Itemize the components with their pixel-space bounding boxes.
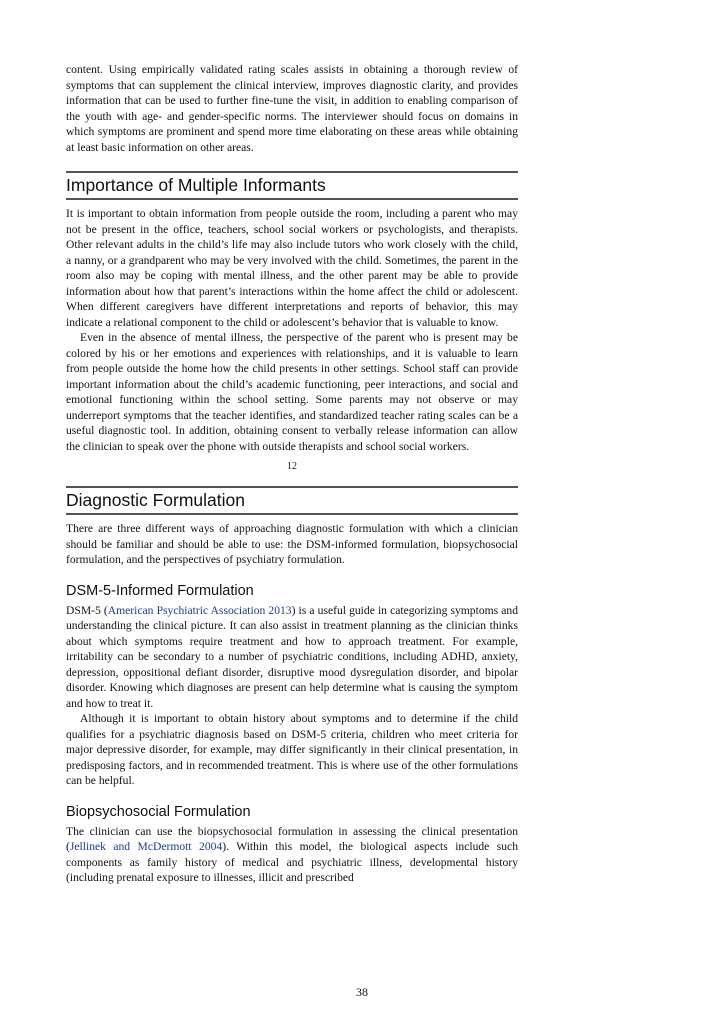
heading-multiple-informants: Importance of Multiple Informants: [66, 171, 518, 200]
citation-link-jellinek-2004[interactable]: Jellinek and McDermott 2004: [69, 840, 223, 853]
footer-page-number: 38: [356, 985, 368, 999]
dsm-text-start: DSM-5 (: [66, 603, 108, 617]
heading-diagnostic-formulation: Diagnostic Formulation: [66, 486, 518, 515]
informants-paragraph-2: Even in the absence of mental illness, the perspective of the parent who is present may be colored by his or her emotions and experiences with relationships, and it is valuable to learn from people outside the home how the child presents in other settings. School staff can provide important information about the child’s academic functioning, peer interactions, and social and emotional functioning within the school setting. Some parents may not observe or may underreport symptoms that the teacher identifies, and standardized teacher rating scales can be a useful diagnostic tool. In addition, obtaining consent to verbally release information can allow the clinician to speak over the phone with outside therapists and school social workers.: [66, 331, 518, 453]
bio-text-rest: ). Within this model, the biological aspects include such components as family history of medical and psychiatric illness, developmental history (including prenatal exposure to illnesses, illicit and prescribed: [66, 840, 518, 884]
dsm-text-rest: ) is a useful guide in categorizing symptoms and understanding the clinical picture. It can also assist in treatment planning as the clinician thinks about which symptoms require treatment and how to approach treatment. For example, irritability can be secondary to a number of psychiatric conditions, including ADHD, anxiety, depression, oppositional defiant disorder, disruptive mood dysregulation disorder, and bipolar disorder. Knowing which diagnoses are present can help determine what is causing the symptom and how to treat it.: [66, 603, 518, 710]
heading-biopsychosocial-formulation: Biopsychosocial Formulation: [66, 803, 251, 820]
formulation-paragraph: There are three different ways of approaching diagnostic formulation with which a clinician should be familiar and should be able to use: the DSM-informed formulation, biopsychosocial formulation, and the perspectives of psychiatry formulation.: [66, 522, 518, 566]
inline-page-number: 12: [287, 461, 297, 472]
intro-paragraph: content. Using empirically validated rating scales assists in obtaining a thorough review of symptoms that can supplement the clinical interview, improves diagnostic clarity, and provides information that can be used to further fine-tune the visit, in addition to enabling comparison of the youth with age- and gender-specific norms. The interviewer should focus on domains in which symptoms are prominent and spend more time elaborating on these areas while obtaining at least basic information on other areas.: [66, 63, 518, 154]
dsm-paragraph-1: [66, 603, 518, 712]
informants-paragraph-1: It is important to obtain information from people outside the room, including a parent who may not be present in the office, teachers, school social workers or psychologists, and therapists. Other relevant adults in the child’s life may also include tutors who work closely with the child, a nanny, or a grandparent who may be very involved with the child. Sometimes, the parent in the room also may be coping with mental illness, and the other parent may be able to provide information about how that parent’s interactions within the home affect the child or adolescent. When different caregivers have different interpretations and reports of behavior, this may indicate a relational component to the child or adolescent’s behavior that is valuable to know.: [66, 207, 518, 329]
dsm-paragraph-2: Although it is important to obtain history about symptoms and to determine if the child qualifies for a psychiatric diagnosis based on DSM-5 criteria, children who meet criteria for major depressive disorder, for example, may differ significantly in their clinical presentation, in predisposing factors, and in recommended treatment. This is where use of the other formulations can be helpful.: [66, 712, 518, 787]
heading-dsm5-formulation: DSM-5-Informed Formulation: [66, 582, 254, 599]
bio-paragraph-1: [66, 824, 518, 886]
bio-text-start: The clinician can use the biopsychosocial formulation in assessing the clinical presentation (: [66, 824, 518, 853]
citation-link-apa-2013[interactable]: American Psychiatric Association 2013: [107, 603, 292, 617]
page-body: [66, 62, 518, 886]
